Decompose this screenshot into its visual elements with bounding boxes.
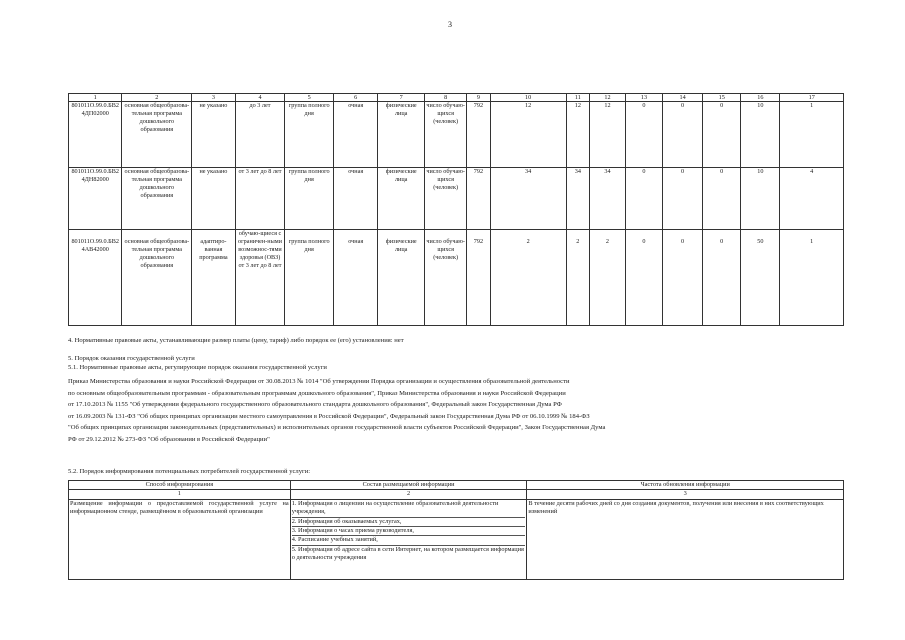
- info-content-item: 1. Информация о лицензии на осуществление образовательной деятельности учреждения,: [292, 500, 526, 518]
- table-cell: число обучаю-щихся (человек): [424, 168, 466, 230]
- column-number: 10: [490, 94, 566, 102]
- column-number: 12: [589, 94, 625, 102]
- table-cell: 2: [566, 230, 589, 326]
- table-cell: 0: [662, 230, 702, 326]
- table-cell: 801011О.99.0.БВ2 4АВ42000: [69, 230, 122, 326]
- table-cell: группа полного дня: [285, 102, 334, 168]
- table-cell: очная: [334, 102, 378, 168]
- table-cell: 792: [467, 102, 490, 168]
- table-cell: физические лица: [378, 168, 425, 230]
- table-cell: 12: [566, 102, 589, 168]
- info-method-cell: Размещение информации о предоставляемой государственной услуге на информационном стенде, размещённом в образовательной организации: [69, 499, 291, 579]
- legal-acts-line: "Об общих принципах организации законодательных (представительных) и исполнительных органов государственной власти субъектов Российской Федерации", Закон Государственная Дума: [68, 424, 606, 431]
- table-cell: очная: [334, 168, 378, 230]
- column-number: 3: [192, 94, 235, 102]
- table-header-row: [69, 94, 844, 102]
- table-cell: 1: [780, 102, 844, 168]
- section-5-2-title: 5.2. Порядок информирования потенциальных потребителей государственной услуги:: [68, 468, 311, 475]
- table-cell: не указано: [192, 168, 235, 230]
- column-number: 7: [378, 94, 425, 102]
- info-content-item: 2. Информация об оказываемых услугах,: [292, 518, 526, 527]
- column-number: 1: [69, 94, 122, 102]
- info-number-2: 2: [290, 490, 527, 499]
- info-number-3: 3: [527, 490, 844, 499]
- table-cell: число обучаю-щихся (человек): [424, 230, 466, 326]
- table-cell: 0: [703, 102, 741, 168]
- section-4-text: 4. Нормативные правовые акты, устанавливающие размер платы (цену, тариф) либо порядок ее (его) установления: нет: [68, 337, 404, 344]
- table-cell: 0: [625, 102, 662, 168]
- column-number: 6: [334, 94, 378, 102]
- table-cell: до 3 лет: [235, 102, 285, 168]
- table-cell: 34: [566, 168, 589, 230]
- table-cell: 792: [467, 230, 490, 326]
- column-number: 4: [235, 94, 285, 102]
- table-cell: группа полного дня: [285, 168, 334, 230]
- table-cell: 1: [780, 230, 844, 326]
- table-cell: 0: [625, 230, 662, 326]
- indicators-table: [68, 93, 844, 326]
- information-table: [68, 480, 844, 580]
- table-row: [69, 230, 844, 326]
- table-cell: 12: [490, 102, 566, 168]
- table-cell: 792: [467, 168, 490, 230]
- section-5-title: 5. Порядок оказания государственной услуги: [68, 355, 195, 362]
- info-header-method: Способ информирования: [69, 481, 291, 490]
- table-cell: 0: [662, 168, 702, 230]
- table-cell: 0: [662, 102, 702, 168]
- legal-acts-line: от 17.10.2013 № 1155 "Об утверждении федерального государственного образовательного стандарта дошкольного образования", Федеральный закон Государственная Дума РФ: [68, 401, 562, 408]
- table-cell: 2: [490, 230, 566, 326]
- table-cell: от 3 лет до 8 лет: [235, 168, 285, 230]
- legal-acts-line: по основным общеобразовательным программам - образовательным программам дошкольного образования", Приказ Министерства образования и науки Российской Федерации: [68, 389, 566, 397]
- table-cell: 801011О.99.0.БВ2 4ДП02000: [69, 102, 122, 168]
- column-number: 13: [625, 94, 662, 102]
- table-cell: 12: [589, 102, 625, 168]
- info-content-item: 5. Информация об адресе сайта в сети Интернет, на котором размещается информация о деятельности учреждения: [291, 545, 524, 562]
- info-number-1: 1: [69, 490, 291, 499]
- table-cell: число обучаю-щихся (человек): [424, 102, 466, 168]
- column-number: 17: [780, 94, 844, 102]
- table-row: [69, 168, 844, 230]
- column-number: 9: [467, 94, 490, 102]
- column-number: 5: [285, 94, 334, 102]
- info-frequency-cell: В течение десяти рабочих дней со дня создания документов, получения или внесения в них соответствующих изменений: [527, 499, 844, 579]
- table-cell: группа полного дня: [285, 230, 334, 326]
- legal-acts-line: Приказ Министерства образования и науки Российской Федерации от 30.08.2013 № 1014 "Об утверждении Порядка организации и осуществления образовательной деятельности: [68, 378, 570, 385]
- table-cell: 4: [780, 168, 844, 230]
- table-cell: физические лица: [378, 230, 425, 326]
- column-number: 2: [122, 94, 192, 102]
- column-number: 16: [741, 94, 780, 102]
- info-content-item: 4. Расписание учебных занятий,: [292, 536, 526, 545]
- table-cell: 0: [703, 230, 741, 326]
- column-number: 15: [703, 94, 741, 102]
- section-5-1-title: 5.1. Нормативные правовые акты, регулирующие порядок оказания государственной услуги: [68, 364, 327, 371]
- legal-acts-line: от 16.09.2003 № 131-ФЗ "Об общих принципах организации местного самоуправления в Российской Федерации", Федеральный закон Государственная Дума РФ от 06.10.1999 № 184-ФЗ: [68, 412, 590, 420]
- table-cell: 10: [741, 102, 780, 168]
- table-cell: 801011О.99.0.БВ2 4ДН82000: [69, 168, 122, 230]
- column-number: 8: [424, 94, 466, 102]
- table-cell: 50: [741, 230, 780, 326]
- table-row: [69, 102, 844, 168]
- table-cell: очная: [334, 230, 378, 326]
- table-cell: не указано: [192, 102, 235, 168]
- table-cell: основная общеобразова-тельная программа дошкольного образования: [122, 102, 192, 168]
- table-cell: 10: [741, 168, 780, 230]
- table-cell: 0: [703, 168, 741, 230]
- table-cell: 2: [589, 230, 625, 326]
- table-cell: 34: [490, 168, 566, 230]
- table-cell: основная общеобразова-тельная программа дошкольного образования: [122, 230, 192, 326]
- info-content-item: 3. Информация о часах приема руководителя,: [292, 527, 526, 536]
- legal-acts-line: РФ от 29.12.2012 № 273-ФЗ "Об образовании в Российской Федерации": [68, 435, 270, 443]
- column-number: 14: [662, 94, 702, 102]
- table-cell: физические лица: [378, 102, 425, 168]
- table-cell: 0: [625, 168, 662, 230]
- info-header-frequency: Частота обновления информации: [527, 481, 844, 490]
- info-content-cell: [290, 499, 527, 579]
- info-header-content: Состав размещаемой информации: [290, 481, 527, 490]
- table-cell: обучаю-щиеся с ограничен-ными возможнос-тями здоровья (ОВЗ) от 3 лет до 8 лет: [235, 230, 285, 326]
- column-number: 11: [566, 94, 589, 102]
- page-number: 3: [448, 20, 452, 29]
- table-cell: 34: [589, 168, 625, 230]
- table-cell: адаптиро-ванная программа: [192, 230, 235, 326]
- table-cell: основная общеобразова-тельная программа дошкольного образования: [122, 168, 192, 230]
